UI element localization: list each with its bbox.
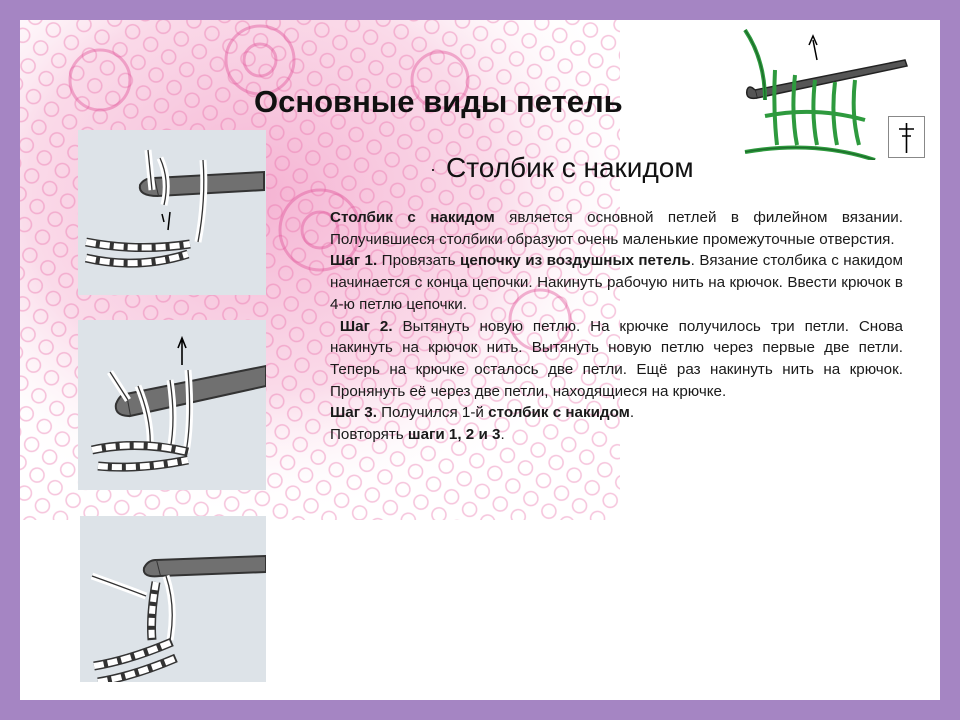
subheading <box>430 152 694 184</box>
paragraph-step-2 <box>330 316 903 403</box>
paragraph-step-3 <box>330 402 903 424</box>
step-3-illustration <box>80 516 266 682</box>
bullet-icon: · <box>430 159 436 180</box>
paragraph-repeat <box>330 424 903 446</box>
double-crochet-symbol-icon <box>888 116 925 158</box>
repeat-end: . <box>500 426 505 444</box>
step-2-text: Вытянуть новую петлю. На крючке получилось три петли. Снова накинуть на крючок нить. Вытянуть новую петлю через первые две петли. Теперь на крючке осталось две петли. Ещё раз накинуть нить на крючок. Пронянуть её через две петли, находящиеся на крючке. <box>330 317 903 400</box>
paragraph-step-1 <box>330 250 903 315</box>
crochet-hook-step1-icon <box>78 130 266 295</box>
paragraph-intro <box>330 207 903 250</box>
term-bold: Столбик с накидом <box>330 209 495 226</box>
repeat-steps: шаги 1, 2 и 3 <box>407 426 501 444</box>
step-1-label: Шаг 1. <box>330 252 378 270</box>
step-3-label: Шаг 3. <box>330 404 377 422</box>
page-title: Основные виды петель <box>254 84 623 119</box>
subheading-text: Столбик с накидом <box>446 152 694 183</box>
step-1-text-b: . Вязание столбика с накидом начинается с конца цепочки. Накинуть рабочую нить на крючок. Ввести крючок в 4-ю петлю цепочки. <box>330 252 903 313</box>
step-2-label: Шаг 2. <box>339 317 393 335</box>
repeat-text: Повторять <box>330 426 408 444</box>
step-2-illustration <box>78 320 266 490</box>
step-3-text: Получился 1-й <box>376 404 489 422</box>
result-term: столбик с накидом <box>488 404 630 422</box>
double-crochet-sample-icon <box>725 20 910 160</box>
chain-term: цепочку из воздушных петель <box>460 252 691 270</box>
slide <box>20 20 940 700</box>
intro-text: является основной петлей в филейном вязании. Получившиеся столбики образуют очень маленькие промежуточные отверстия. <box>330 209 904 248</box>
step-1-illustration <box>78 130 266 295</box>
step-1-text-a: Провязать <box>377 252 461 270</box>
crochet-hook-step3-icon <box>80 516 266 682</box>
step-3-end: . <box>629 404 635 422</box>
body-text <box>330 207 903 446</box>
crochet-hook-step2-icon <box>78 320 266 490</box>
